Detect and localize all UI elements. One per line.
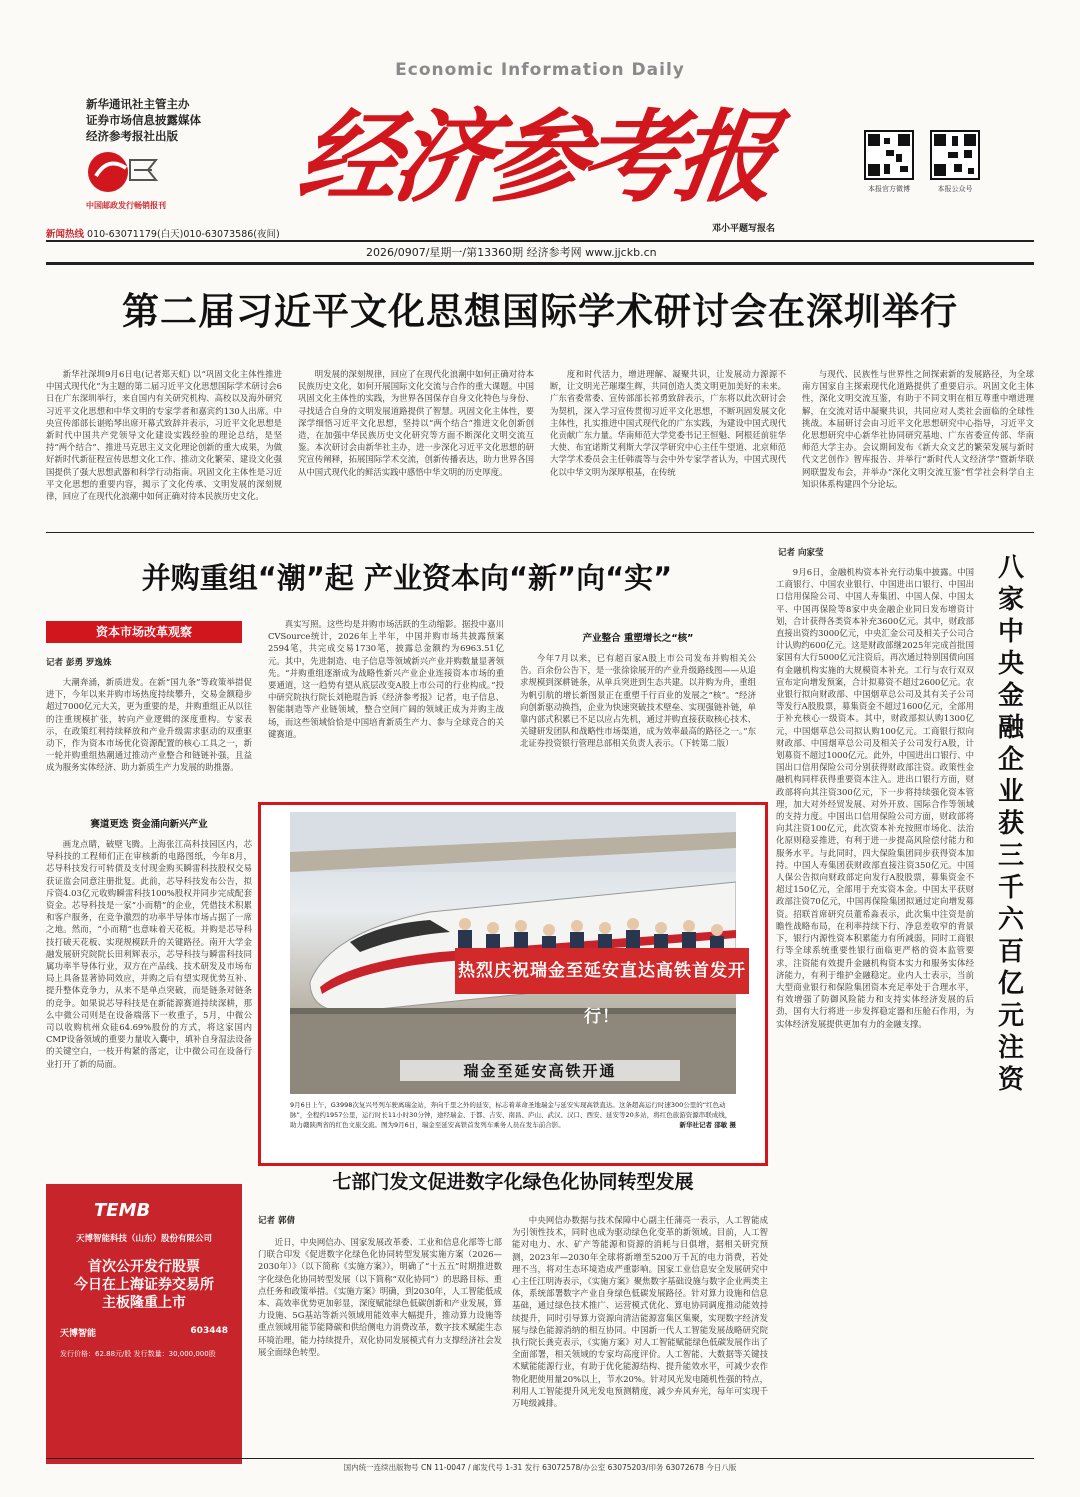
green-headline[interactable]: 七部门发文促进数字化绿色化协同转型发展 [332,1171,694,1193]
ad-title [46,1258,242,1312]
funds-byline: 记者 向家莹 [778,548,824,558]
weibo-qr-code-icon[interactable] [864,130,914,180]
celebration-banner: 热烈庆祝瑞金至延安直达高铁首发开行！ [455,948,749,994]
ad-foot: 发行价格：62.88元/股 发行数量：30,000,000股 [60,1350,216,1358]
publisher-line: 证券市场信息披露媒体 [86,113,201,127]
divider [46,262,1034,265]
wechat-qr-code-icon[interactable] [930,130,980,180]
publisher-line: 新华通讯社主管主办 [86,97,190,111]
divider [46,532,1034,533]
calligraphy-credit: 邓小平题写报名 [712,224,776,234]
funds-column: 9月6日，金融机构资本补充行动集中披露。中国工商银行、中国农业银行、中国进出口银行、中国出口信用保险公司、中国人寿集团、中国人保、中国太平、中国再保险等8家中央金融企业同日发布增资计划，合计获得各类资本补充3600亿元。其中，财政部直接出资约3000亿元，中央汇金公司及相关子公司合计认购约600亿元。这是财政部继2025年完成首批国家国有大行5000亿元注资后，再次通过特别国债向国有金融机构实施的大规模资本补充。工行与农行双双宣布定向增发预案，合计拟募资不超过2600亿元。农业银行拟向财政部、中国烟草总公司及其有关子公司等发行A股股票，募集资金不超过1600亿元，全部用于补充核心一级资本。其中，财政部拟认购1300亿元，中国烟草总公司拟认购100亿元。工商银行拟向财政部、中国烟草总公司及相关子公司发行A股，计划募资不超过1000亿元。此外，中国进出口银行、中国出口信用保险公司分别获得财政部注资。政策性金融机构同样获得重要资本注入。进出口银行方面，财政部将向其注资300亿元，下一步将持续强化资本管理，加大对外经贸发展、对外开放、国际合作等领域的支持力度。中国出口信用保险公司方面，财政部将向其注资100亿元，此次资本补充按照市场化、法治化原则稳妥推进，有利于进一步提高风险偿付能力和服务水平。与此同时，四大保险集团同步获得资本加持。中国人寿集团获财政部直接注资350亿元。中国人保公告拟向财政部定向发行A股股票，募集资金不超过150亿元，全部用于充实资本金。中国太平获财政部注资70亿元，中国再保险集团拟通过定向增发募资。招联首席研究员董希淼表示，此次集中注资是前瞻性战略布局，在利率持续下行、净息差收窄的背景下，银行内源性资本积累能力有所减弱，同时工商银行等全球系统重要性银行面临更严格的资本监管要求，注资能有效提升金融机构资本实力和服务实体经济能力，有利于维护金融稳定。业内人士表示，当前大型商业银行和保险集团资本充足率处于合理水平，有效增强了防御风险能力和支持实体经济发展的后劲，国有大行将进一步发挥稳定器和压舱石作用，为实体经济发展提供更加有力的金融支撑。 [776,567,974,1029]
ma-headline[interactable]: 并购重组“潮”起 产业资本向“新”向“实” [141,561,673,595]
postal-logo-text: 中国邮政发行畅销报刊 [86,201,166,210]
footer-info: 国内统一连续出版物号 CN 11-0047 / 邮发代号 1-31 发行 63072578/办公室 63075203/印务 63072678 今日八版 [343,1463,737,1472]
ad-title-line: 首次公开发行股票 [88,1259,200,1275]
ad-stock-code: 603448 [190,1326,228,1336]
ma-subhead-2: 产业整合 重塑增长之“核” [582,633,694,644]
news-hotline [46,226,280,240]
divider [46,240,1034,242]
hotline-numbers: 010-63071179(白天)010-63073586(夜间) [87,229,280,240]
ma-column-1: 大潮奔涌，新质进发。在新“国九条”等政策举措促进下，今年以来并购市场热度持续攀升，交易金额稳步超过7000亿元大关，更为重要的是，并购重组正从以往的注重规模扩张，转向产业逻辑的深度重构。专家表示，在政策红利持续释放和产业升级需求驱动的双重驱动下，作为资本市场优化资源配置的核心工具之一，新一轮并购重组热潮通过推动产业整合和链链补强，且益成为服务实体经济、助力新质生产力发展的助推器。 [46,677,252,773]
ma-byline: 记者 彭勇 罗逸姝 [46,658,112,668]
ad-company: 天博智能科技（山东）股份有限公司 [75,1234,212,1244]
qr-label: 本报官方微博 [868,185,910,193]
publisher-line: 经济参考报社出版 [86,129,178,143]
section-tag: 资本市场改革观察 [46,621,242,643]
green-column-1: 近日，中央网信办、国家发展改革委、工业和信息化部等七部门联合印发《促进数字化绿色化协同转型发展实施方案（2026—2030年）》（以下简称《实施方案》），明确了“十五五”时期推进数字化绿色化协同转型发展（以下简称“双化协同”）的思路目标、重点任务和政策举措。《实施方案》明确，到2030年，人工智能低成本、高效率优势更加彰显，深度赋能绿色低碳创新和产业发展，算力设施、5G基站等新兴领域用能效率大幅提升，推动算力设施等重点领域用能节能降碳和供给侧电力消费改革，数字技术赋能生态环境治理，能力持续提升，双化协同发展模式有力支撑经济社会发展全面绿色转型。 [258,1237,502,1357]
lead-column-1: 新华社深圳9月6日电(记者郑天虹) 以“巩固文化主体性推进中国式现代化”为主题的第二届习近平文化思想国际学术研讨会6日在广东深圳举行，来自国内有关研究机构、高校以及海外研究习近平文化思想和中华文明的专家学者和嘉宾约130人出席。中央宣传部部长谌贻琴出席开幕式致辞并表示，习近平文化思想是新时代中国共产党领导文化建设实践经验的理论总结，是坚持“两个结合”、推进马克思主义文化理论创新的重大成果，为做好新时代新征程宣传思想文化工作、推动文化繁荣、建设文化强国提供了强大思想武器和科学行动指南。巩固文化主体性是习近平文化思想的重要内容，揭示了文化传承、文明发展的深刻规律，回应了在现代化浪潮中如何正确对待本民族历史文化。 [46,369,282,502]
ma-subhead-1: 赛道更迭 资金涌向新兴产业 [90,819,208,830]
photo-credit: 新华社记者 邵敏 摄 [679,1121,736,1129]
funds-headline[interactable]: 八家中央金融企业获三千六百亿元注资 [997,553,1024,1095]
postal-bestseller-logo [86,146,162,198]
photo-caption-text: 9月6日上午，G3998次复兴号列车驶离瑞金站，奔向千里之外的延安，标志着革命圣地瑞金与延安实现高铁直达。这条超高运行时速300公里的“红色动脉”，全程约1957公里，运行时长11小时30分钟，途经瑞金、于都、吉安、南昌、庐山、武汉、汉口、西安、延安等20多站，将红色旅游资源串联成线，助力赣陕两省的红色文旅交流。图为9月6日，瑞金至延安高铁首发列车乘务人员在发车前合影。 [290,1101,732,1129]
lead-column-2: 明发展的深刻规律，回应了在现代化浪潮中如何正确对待本民族历史文化，如何开展国际文化交流与合作的重大课题。中国巩固文化主体性的实践，为世界各国保存自身文化特色与身份、寻找适合自身的文明发展道路提供了智慧。巩固文化主体性，要深学细悟习近平文化思想，坚持以“两个结合”推进文化创新创造，在加强中华民族历史文化研究等方面不断深化文明交流互鉴。本次研讨会由新华社主办，进一步深化习近平文化思想的研究宣传阐释，拓展国际学术交流，创新传播表达，助力世界各国从中国式现代化的鲜活实践中感悟中华文明的历史厚度。 [298,369,534,477]
ad-brand-logo: TEMB [94,1200,151,1221]
divider [46,1458,1034,1459]
ad-stock-name: 天博智能 [60,1329,97,1339]
ad-stock [46,1312,242,1339]
ipo-advertisement[interactable] [46,1184,242,1464]
ad-title-line: 今日在上海证券交易所 [74,1277,214,1293]
photo-caption [290,1100,736,1130]
publisher-info [86,96,226,144]
lead-column-3: 度和时代活力，增进理解、凝聚共识，让发展动力源源不断，让文明光芒璀璨生辉，共同创造人类文明更加美好的未来。广东省委常委、宣传部部长祁勇致辞表示，广东将以此次研讨会为契机，深入学习宣传贯彻习近平文化思想，不断巩固发展文化主体性，扎实推进中国式现代化的广东实践，为建设中国式现代化贡献广东力量。华南师范大学党委书记王恒魁、阿根廷前驻华大使、布宜诺斯艾利斯大学汉学研究中心主任牛望道、北京师范大学学术委员会主任韩震等与会中外专家学者认为，中国式现代化以中华文明为深厚根基，在传统 [550,369,786,477]
ma-column-3: 今年7月以来，已有超百家A股上市公司发布并购相关公告。百余份公告下，是一张徐徐展开的产业升级路线图——从追求规模到深耕链条，从单兵突进到生态共建。以并购为舟，重组为帆引航的增长新图景正在重塑千行百业的发展之“核”。“经济向创新驱动换挡，企业为快速突破技术壁垒、实现强链补链，单靠内部式积累已不足以应占先机，通过并购直接获取核心技术、关键研发团队和战略性市场渠道，成为效率最高的路径之一。”东北证券投资银行管理总部相关负责人表示。（下转第二版） [520,653,756,749]
photo-title: 瑞金至延安高铁开通 [400,1060,680,1081]
lead-column-4: 与现代、民族性与世界性之间探索新的发展路径，为全球南方国家自主探索现代化道路提供了重要启示。巩固文化主体性，深化文明交流互鉴，有助于不同文明在相互尊重中增进理解，在交流对话中凝聚共识，共同应对人类社会面临的全球性挑战。本届研讨会由习近平文化思想研究中心指导，习近平文化思想研究中心新华社协同研究基地、广东省委宣传部、华南师范大学主办。会议期间发布《新大众文艺的繁荣发展与新时代文艺创作》智库报告、并举行“新时代人文经济学”暨新华联网联盟发布会，并举办“深化文明交流互鉴”哲学社会科学自主知识体系构建四个分论坛。 [802,369,1034,489]
qr-label: 本报公众号 [937,185,973,193]
lead-headline[interactable]: 第二届习近平文化思想国际学术研讨会在深圳举行 [122,290,958,333]
hotline-label: 新闻热线 [46,229,85,240]
ad-title-line: 主板隆重上市 [102,1295,186,1311]
ma-column-2: 真实写照。这些均是并购市场活跃的生动缩影。据投中嘉川CVSource统计，2026年上半年，中国并购市场共披露预案2594笔，共完成交易1730笔，披露总金额约为6963.51亿元。其中，先进制造、电子信息等领域新兴产业并购数量显著领先。“并购重组逐渐成为战略性新兴产业企业连接资本市场的重要通道，这一趋势有望从底层改变A股上市公司的行业构成。”投中研究院执行院长刘艳琨告诉《经济参考报》记者，电子信息、智能制造等产业链领域，整合空间广阔的领域正成为并购主战场，而这些领域恰恰是中国培育新质生产力、参与全球竞合的关键赛道。 [268,619,504,739]
newspaper-title: 经济参考报 [291,98,779,216]
green-column-2: 中央网信办数据与技术保障中心副主任蒲亮一表示，人工智能成为引领性技术，同时也成为驱动绿色化变革的新领域。目前，人工智能对电力、水、矿产等能源和资源的消耗与日俱增，据相关研究预测，2023年—2030年全球将新增至5200万千瓦的电力消费，若处理不当，将对生态环境造成严重影响。国家工业信息安全发展研究中心主任江明涛表示，《实施方案》聚焦数字基础设施与数字企业两类主体，系统部署数字产业自身绿色低碳发展路径。针对算力设施和信息基础，通过绿色技术推广、运营模式优化、算电协同调度推动能效持续提升，同时引导算力资源向清洁能源富集区集聚，实现数字经济发展与绿色能源消纳的相互协同。中国新一代人工智能发展战略研究院执行院长龚克表示，《实施方案》对人工智能赋能绿色低碳发展作出了全面部署，相关领域的专家均高度评价。人工智能、大数据等关键技术赋能能源行业，有助于优化能源结构、提升能效水平，可减少农作物化肥使用量20%以上，节水20%。针对风光发电随机性强的特点，利用人工智能提升风光发电预测精度，减少弃风弃光，每年可实现千万吨级减排。 [512,1215,768,1409]
ma-column-1b: 画龙点睛，破壁飞腾。上海张江高科技园区内，芯导科技的工程师们正在审核新的电路图纸，今年8月，芯导科技发行可转债及支付现金购买瞬雷科技股权交易获证监会同意注册批复。此前，芯导科技发布公告，拟斥资4.03亿元收购瞬雷科技100%股权并同步完成配套资金。芯导科技是一家“小而精”的企业，凭借技术积累和客户服务，在竞争激烈的功率半导体市场占据了一席之地。然而，“小而精”也意味着天花板。并购是芯导科技打破天花板、实现规模跃升的关键路径。南开大学金融发展研究院院长田利辉表示，芯导科技与瞬雷科技同属功率半导体行业，双方在产品线、技术研发及市场布局上具备显著协同效应，并购之后有望实现优势互补、提升整体竞争力，从来不是单点突破，而是链条对链条的竞争。如果说芯导科技是在新能源赛道持续深耕，那么中微公司则是在设备端落下一枚重子，5月，中微公司以收购杭州众硅64.69%股份的方式，将这家国内CMP设备领域的重要力量收入囊中，填补自身湿法设备的关键空白，一枝开构紧的落定，让中微公司在设备行业打开了新的局面。 [46,839,252,1069]
english-title: Economic Information Daily [395,60,685,80]
green-byline: 记者 郭倩 [258,1216,295,1226]
dateline: 2026/0907/星期一/第13360期 经济参考网 www.jjckb.cn [366,246,657,259]
